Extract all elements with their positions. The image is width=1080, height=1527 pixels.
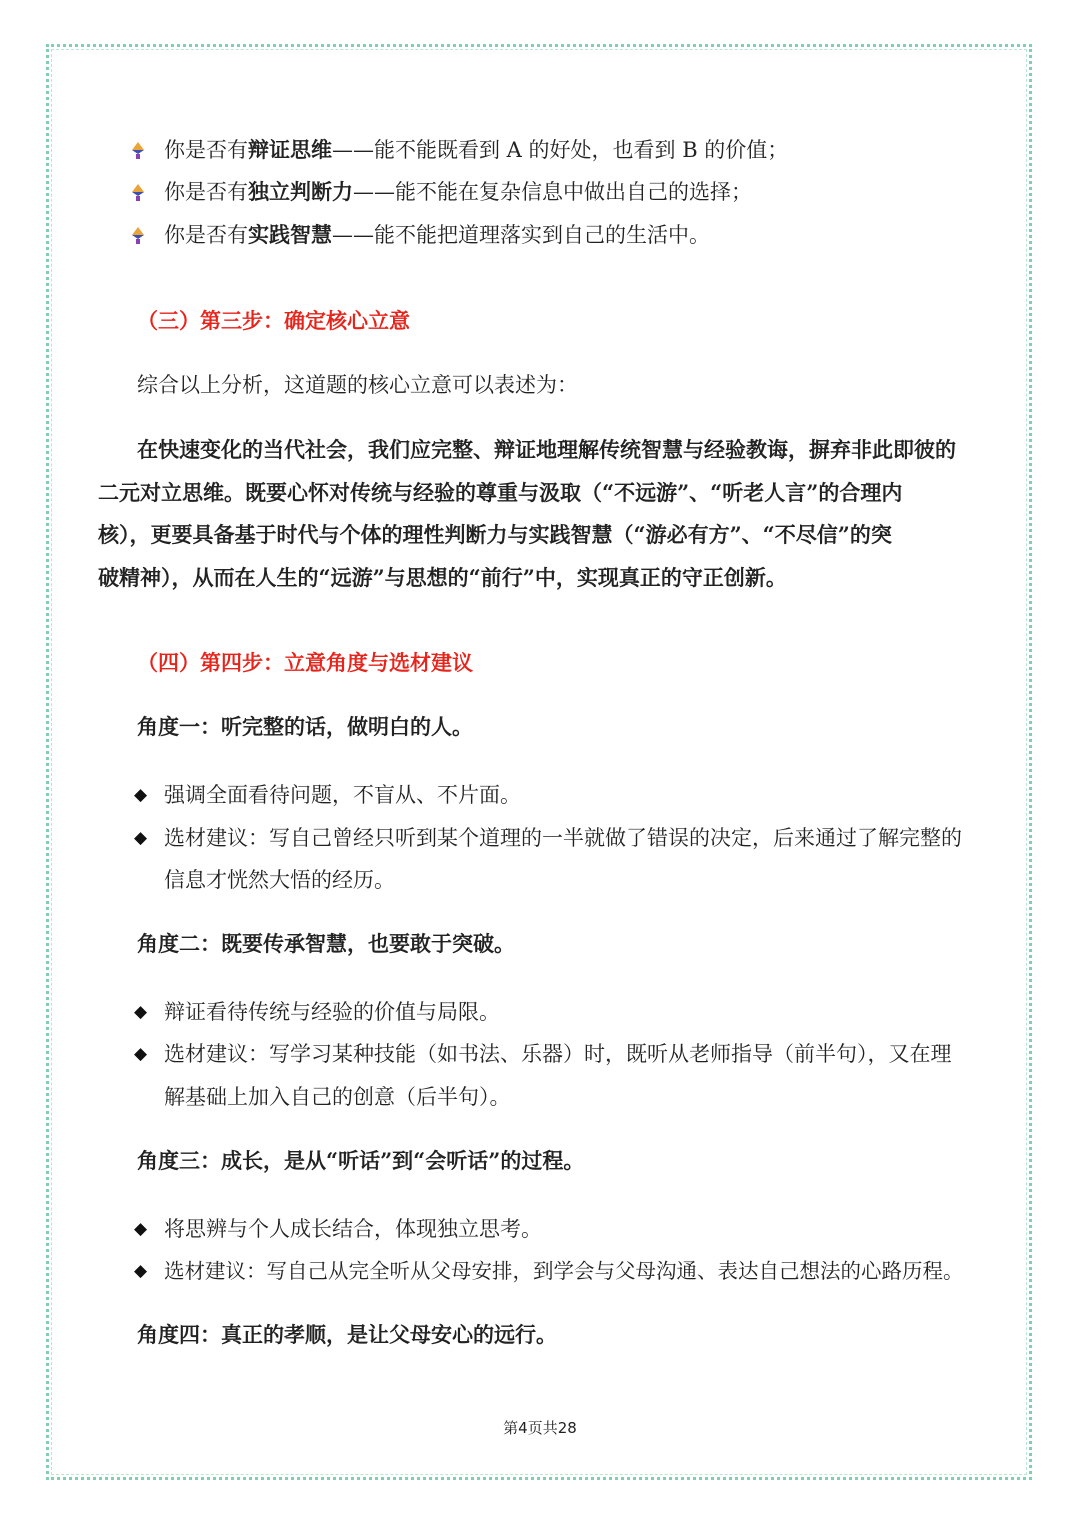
angle-bullet: 将思辨与个人成长结合，体现独立思考。 [164,1217,542,1241]
colored-arrow-icon [130,140,146,160]
angle-title: 角度一：听完整的话，做明白的人。 [137,714,473,739]
angle-bullet: 强调全面看待问题，不盲从、不片面。 [164,783,521,807]
intro-bullet: 你是否有实践智慧——能不能把道理落实到自己的生活中。 [164,222,710,247]
diamond-icon: ◆ [134,1002,148,1022]
angle-title: 角度二：既要传承智慧，也要敢于突破。 [137,931,515,956]
core-line: 在快速变化的当代社会，我们应完整、辩证地理解传统智慧与经验教诲，摒弃非此即彼的 [137,437,956,462]
angle-title: 角度三：成长，是从“听话”到“会听话”的过程。 [137,1148,585,1173]
core-line: 二元对立思维。既要心怀对传统与经验的尊重与汲取（“不远游”、“听老人言”的合理内 [98,480,903,505]
core-line: 破精神），从而在人生的“远游”与思想的“前行”中，实现真正的守正创新。 [98,565,787,590]
angle-bullet-continued: 信息才恍然大悟的经历。 [164,868,395,892]
angle-bullet-continued: 解基础上加入自己的创意（后半句）。 [164,1085,511,1109]
colored-arrow-icon [130,182,146,202]
section3-lead: 综合以上分析，这道题的核心立意可以表述为： [137,373,578,397]
angle-bullet: 辩证看待传统与经验的价值与局限。 [164,1000,500,1024]
angle-bullet: 选材建议：写自己曾经只听到某个道理的一半就做了错误的决定，后来通过了解完整的 [164,826,962,850]
angle-bullet: 选材建议：写学习某种技能（如书法、乐器）时，既听从老师指导（前半句），又在理 [164,1042,952,1066]
core-line: 核），更要具备基于时代与个体的理性判断力与实践智慧（“游必有方”、“不尽信”的突 [98,522,892,547]
diamond-icon: ◆ [134,1219,148,1239]
diamond-icon: ◆ [134,1261,148,1281]
colored-arrow-icon [130,225,146,245]
angle-title: 角度四：真正的孝顺，是让父母安心的远行。 [137,1322,557,1347]
diamond-icon: ◆ [134,1044,148,1064]
angle-bullet: 选材建议：写自己从完全听从父母安排，到学会与父母沟通、表达自己想法的心路历程。 [164,1259,964,1283]
diamond-icon: ◆ [134,828,148,848]
page-number: 第4页共28 [503,1419,577,1437]
diamond-icon: ◆ [134,785,148,805]
section4-heading: （四）第四步：立意角度与选材建议 [137,651,473,675]
intro-bullet: 你是否有辩证思维——能不能既看到 A 的好处，也看到 B 的价值； [164,137,789,162]
section3-heading: （三）第三步：确定核心立意 [137,309,410,333]
intro-bullet: 你是否有独立判断力——能不能在复杂信息中做出自己的选择； [164,179,752,204]
